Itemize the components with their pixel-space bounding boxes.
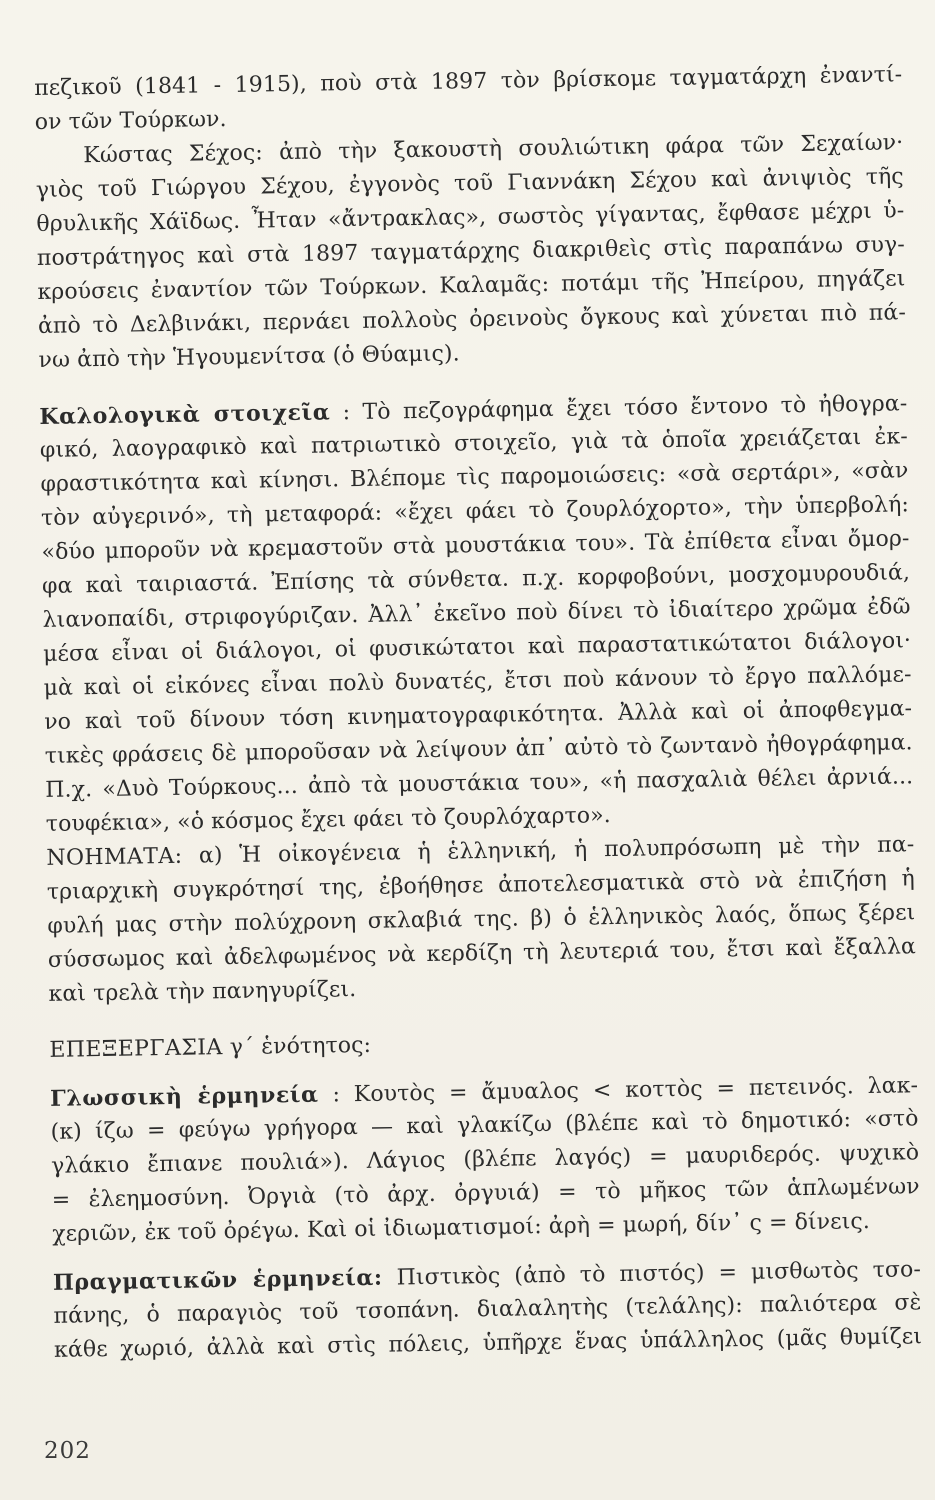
text-line: φικό, λαογραφικὸ καὶ πατριωτικὸ στοιχεῖο, γιὰ τὰ ὁποῖα χρειάζεται ἐκ- (39, 424, 909, 463)
text-line: τουφέκια», «ὁ κόσμος ἔχει φάει τὸ ζουρλόχαρτο». (45, 803, 611, 837)
section-glossiki (50, 1068, 921, 1252)
section-heading-rest: γ΄ ἑνότητος: (229, 1032, 372, 1061)
text-line: φυλή μας στὴν πολύχρονη σκλαβιά της. β) ὁ ἑλληνικὸς λαός, ὅπως ξέρει (47, 900, 916, 939)
section-kalologika (39, 386, 914, 842)
section-heading: ΝΟΗΜΑΤΑ (46, 843, 175, 871)
text-line: τριαρχικὴ συγκρότησί της, ἐβοήθησε ἀποτελεσματικὰ στὸ νὰ ἐπιζήση ἡ (46, 866, 915, 905)
text-line: = ἐλεημοσύνη. Ὀργιὰ (τὸ ἀρχ. ὀργυιά) = τὸ μῆκος τῶν ἁπλωμένων (51, 1174, 920, 1213)
text-line: μέσα εἶναι οἱ διάλογοι, οἱ φυσικώτατοι καὶ παραστατικώτατοι διάλογοι· (42, 628, 912, 667)
text-line: ἀπὸ τὸ Δελβινάκι, περνάει πολλοὺς ὀρεινοὺς ὄγκους καὶ χύνεται πιὸ πά- (37, 300, 907, 339)
text-line: «δύο μποροῦν νὰ κρεμαστοῦν στὰ μουστάκια του». Τὰ ἐπίθετα εἶναι ὄμορ- (41, 526, 910, 565)
text-line: κρούσεις ἐναντίον τῶν Τούρκων. Καλαμᾶς: ποτάμι τῆς Ἠπείρου, πηγάζει (37, 266, 906, 305)
section-noimata (46, 828, 917, 1012)
text-line: τὸν αὐγερινό», τὴ μεταφορά: «ἔχει φάει τὸ ζουρλόχορτο», τὴν ὑπερβολή: (40, 492, 910, 531)
text-line: γλάκιο ἔπιανε πουλιά»). Λάγιος (βλέπε λαγός) = μαυριδερός. ψυχικὸ (50, 1140, 920, 1179)
section-first-text: : Κουτὸς = ἄμυαλος < κοττὸς = πετεινός. λακ- (332, 1073, 919, 1108)
section-heading: Καλολογικὰ στοιχεῖα (39, 399, 331, 430)
text-line: κάθε χωριό, ἀλλὰ καὶ στὶς πόλεις, ὑπῆρχε ἕνας ὑπάλληλος (μᾶς θυμίζει (53, 1324, 923, 1363)
text-line: τικὲς φράσεις δὲ μποροῦσαν νὰ λείψουν ἀπ᾽ αὐτὸ τὸ ζωντανὸ ἠθογράφημα. (44, 730, 913, 769)
text-line: σύσσωμος καὶ ἀδελφωμένος νὰ κερδίζη τὴ λευτεριά του, ἔτσι καὶ ἔξαλλα (47, 934, 917, 973)
text-line: πεζικοῦ (1841 - 1915), ποὺ στὰ 1897 τὸν βρίσκομε ταγματάρχη ἐναντί- (34, 62, 903, 101)
text-line: χεριῶν, ἐκ τοῦ ὀρέγω. Καὶ οἱ ἰδιωματισμοί: ἀρὴ = μωρή, δίν᾽ ς = δίνεις. (52, 1209, 871, 1247)
text-line: (κ) ίζω = φεύγω γρήγορα — καὶ γλακίζω (βλέπε καὶ τὸ δημοτικό: «στὸ (50, 1106, 919, 1145)
text-line: Π.χ. «Δυὸ Τούρκους... ἀπὸ τὰ μουστάκια του», «ἡ πασχαλιὰ θέλει ἀρνιά... (45, 764, 914, 803)
text-line: πάνης, ὁ παραγιὸς τοῦ τσοπάνη. διαλαλητὴς (τελάλης): παλιότερα σὲ (53, 1290, 922, 1329)
text-line: ον τῶν Τούρκων. (34, 106, 227, 135)
text-line: καὶ τρελὰ τὴν πανηγυρίζει. (48, 977, 357, 1007)
text-line: Κώστας Σέχος: ἀπὸ τὴν ξακουστὴ σουλιώτικη φάρα τῶν Σεχαίων· (83, 130, 904, 169)
text-line: μὰ καὶ οἱ εἰκόνες εἶναι πολὺ δυνατές, ἔτσι ποὺ κάνουν τὸ ἔργο παλλόμε- (43, 662, 912, 701)
page-text (34, 58, 922, 1367)
page-number: 202 (44, 1438, 91, 1464)
text-line: ποστράτηγος καὶ στὰ 1897 ταγματάρχης διακριθεὶς στὶς παραπάνω συγ- (36, 232, 906, 271)
section-first-text: Πιστικὸς (ἀπὸ τὸ πιστός) = μισθωτὸς τσο- (396, 1257, 922, 1291)
section-heading: Γλωσσικὴ ἑρμηνεία (49, 1081, 319, 1112)
text-line: φα καὶ ταιριαστά. Ἐπίσης τὰ σύνθετα. π.χ. κορφοβούνι, μοσχομυρουδιά, (41, 560, 911, 599)
section-first-text: : α) Ἡ οἰκογένεια ἡ ἑλληνική, ἡ πολυπρόσωπη μὲ τὴν πα- (174, 832, 915, 869)
section-first-text: : Τὸ πεζογράφημα ἔχει τόσο ἔντονο τὸ ἠθογρα- (342, 391, 908, 426)
text-line: γιὸς τοῦ Γιώργου Σέχου, ἐγγονὸς τοῦ Γιαννάκη Σέχου καὶ ἀνιψιὸς τῆς (35, 164, 904, 203)
paragraph-sechos (35, 126, 907, 378)
section-pragmatikon (53, 1252, 922, 1368)
section-heading: ΕΠΕΞΕΡΓΑΣΙΑ (49, 1035, 223, 1063)
text-line: νο καὶ τοῦ δίνουν τόση κινηματογραφικότητα. Ἀλλὰ καὶ οἱ ἀποφθεγμα- (44, 696, 913, 735)
text-line: θρυλικῆς Χάϊδως. Ἦταν «ἄντρακλας», σωστὸς γίγαντας, ἔφθασε μέχρι ὑ- (36, 198, 905, 237)
text-line: λιανοπαίδι, στριφογύριζαν. Ἀλλ᾽ ἐκεῖνο ποὺ δίνει τὸ ἰδιαίτερο χρῶμα ἐδῶ (42, 594, 911, 633)
text-line: νω ἀπὸ τὴν Ἡγουμενίτσα (ὁ Θύαμις). (38, 341, 460, 373)
text-line: φραστικότητα καὶ κίνησι. Βλέπομε τὶς παρομοιώσεις: «σὰ σερτάρι», «σὰν (40, 458, 909, 497)
section-heading: Πραγματικῶν ἑρμηνεία: (52, 1264, 383, 1296)
